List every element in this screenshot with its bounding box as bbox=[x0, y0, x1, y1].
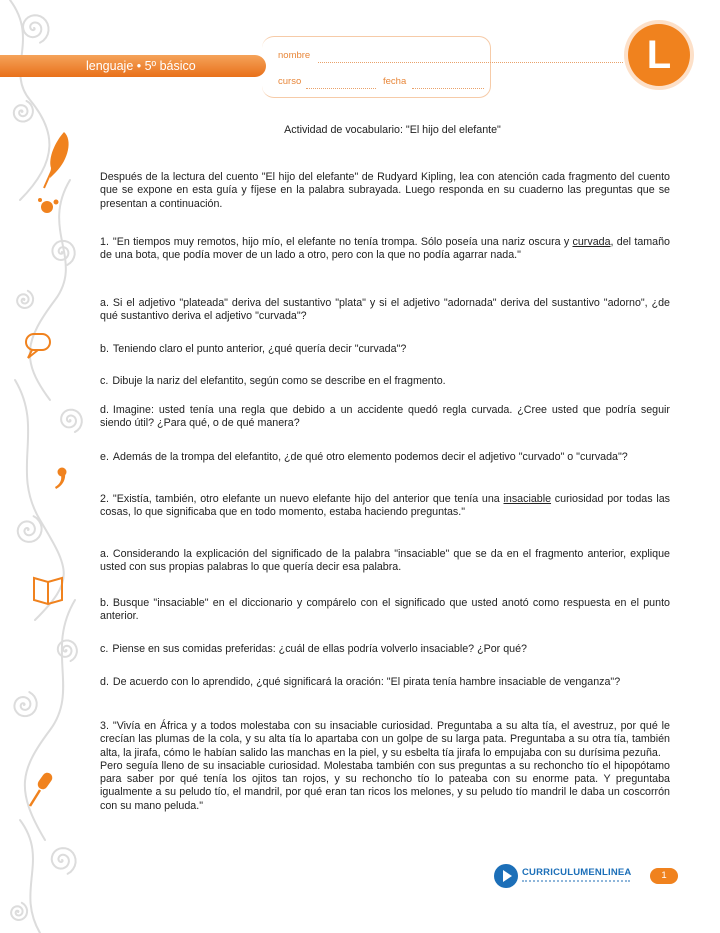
question-2d bbox=[100, 676, 670, 689]
fragment-text: , del tamaño de una bota, que podía mover de un lado a otro, pero con la que no podía agarrar nada." bbox=[100, 236, 670, 262]
question-1c bbox=[100, 375, 670, 388]
question-2c bbox=[100, 643, 670, 656]
ink-drop-icon bbox=[38, 198, 59, 213]
question-label: b. bbox=[100, 343, 109, 355]
fragment-1 bbox=[100, 236, 670, 263]
question-text: Imagine: usted tenía una regla que debido a un accidente quedó regla curvada. ¿Cree usted que podría seguir siendo útil? ¿Para qué, o de qué manera? bbox=[100, 404, 670, 430]
subject-badge: L bbox=[628, 24, 690, 86]
question-text: Considerando la explicación del significado de la palabra "insaciable" que se da en el fragmento anterior, explique usted con sus propias palabras lo que quería decir esa palabra. bbox=[100, 548, 670, 574]
footer-logo-tagline bbox=[522, 880, 630, 882]
question-1b bbox=[100, 343, 670, 356]
question-2a bbox=[100, 548, 670, 575]
decorative-swirl bbox=[15, 380, 64, 620]
fragment-2 bbox=[100, 493, 670, 520]
book-icon bbox=[34, 578, 62, 604]
comma-icon bbox=[55, 468, 67, 490]
name-line bbox=[318, 62, 623, 63]
footer-logo-text: CURRICULUMENLINEA bbox=[522, 867, 632, 878]
fragment-number: 3. bbox=[100, 720, 109, 732]
decorative-spiral bbox=[18, 516, 42, 542]
course-line bbox=[306, 88, 376, 89]
left-decoration bbox=[0, 0, 100, 933]
date-label: fecha bbox=[383, 76, 407, 87]
question-label: b. bbox=[100, 597, 109, 609]
decorative-spiral bbox=[11, 903, 27, 920]
question-2b bbox=[100, 597, 670, 624]
question-text: Busque "insaciable" en el diccionario y compárelo con el significado que usted anotó como respuesta en el punto anterior. bbox=[100, 597, 670, 623]
fragment-text: "Vivía en África y a todos molestaba con su insaciable curiosidad. Preguntaba a su alta tía, el avestruz, por qué le crecían las plumas de la cola, y su alta tía lo apartaba con un golpe de su larga pata. Preguntaba a su otra tía, también alta, la jirafa, cómo le habían salido las manchas en la piel, y su esbelta tía jirafa lo empujaba con su durísima pezuña. bbox=[100, 720, 670, 759]
microphone-icon bbox=[30, 771, 54, 806]
question-1a bbox=[100, 297, 670, 324]
decorative-spiral bbox=[23, 15, 49, 42]
question-label: d. bbox=[100, 676, 109, 688]
question-text: De acuerdo con lo aprendido, ¿qué significará la oración: "El pirata tenía hambre insaciable de venganza"? bbox=[112, 676, 621, 688]
subject-label: lenguaje • 5º básico bbox=[86, 59, 196, 73]
decorative-spiral bbox=[61, 410, 82, 432]
question-label: c. bbox=[100, 375, 109, 387]
question-label: d. bbox=[100, 404, 109, 416]
logo-arrow-icon bbox=[494, 864, 518, 888]
question-label: a. bbox=[100, 297, 109, 309]
question-text: Si el adjetivo "plateada" deriva del sustantivo "plata" y si el adjetivo "adornada" deriva del sustantivo "adorno", ¿de qué sustantivo deriva el adjetivo "curvada"? bbox=[100, 297, 670, 323]
decorative-swirl bbox=[20, 820, 40, 933]
fragment-number: 2. bbox=[100, 493, 109, 505]
fragment-text: "En tiempos muy remotos, hijo mío, el elefante no tenía trompa. Sólo poseía una nariz oscura y bbox=[112, 236, 573, 248]
question-1e bbox=[100, 451, 670, 464]
underlined-word: insaciable bbox=[503, 493, 552, 505]
fragment-paragraph bbox=[100, 720, 670, 760]
decorative-spiral bbox=[52, 848, 76, 874]
question-1d bbox=[100, 404, 670, 431]
question-label: c. bbox=[100, 643, 109, 655]
date-line bbox=[412, 88, 484, 89]
instructions: Después de la lectura del cuento "El hijo del elefante" de Rudyard Kipling, lea con atención cada fragmento del cuento que se expone en esta guía y fíjese en la palabra subrayada. Luego responda en su cuaderno las preguntas que se presentan a continuación. bbox=[100, 171, 670, 210]
question-text: Además de la trompa del elefantito, ¿de qué otro elemento podemos decir el adjetivo "curvado" o "curvada"? bbox=[112, 451, 628, 463]
question-text: Teniendo claro el punto anterior, ¿qué quería decir "curvada"? bbox=[112, 343, 407, 355]
course-label: curso bbox=[278, 76, 302, 87]
fragment-number: 1. bbox=[100, 236, 109, 248]
fragment-text: "Existía, también, otro elefante un nuevo elefante hijo del anterior que tenía una bbox=[112, 493, 504, 505]
name-label: nombre bbox=[278, 50, 311, 61]
decorative-spiral bbox=[14, 101, 33, 122]
subject-band bbox=[0, 55, 266, 77]
question-text: Dibuje la nariz del elefantito, según como se describe en el fragmento. bbox=[112, 375, 446, 387]
page-title: Actividad de vocabulario: "El hijo del elefante" bbox=[284, 124, 501, 136]
underlined-word: curvada bbox=[572, 236, 611, 248]
fragment-paragraph: Pero seguía lleno de su insaciable curiosidad. Molestaba también con sus preguntas a su rechoncho tío el hipopótamo para saber por qué tenía los ojitos tan rojos, y su rechoncho tío lo pateaba con su enorme pata. Y preguntaba igualmente a su peludo tío, el mandril, por qué eran tan ricos los melones, y su peludo tío mandril le daba un coscorrón con su mano peluda." bbox=[100, 759, 670, 812]
decorative-swirl bbox=[10, 0, 49, 200]
question-label: a. bbox=[100, 548, 109, 560]
page-number: 1 bbox=[650, 868, 678, 884]
question-text: Piense en sus comidas preferidas: ¿cuál de ellas podría volverlo insaciable? ¿Por qué? bbox=[112, 643, 527, 655]
decorative-spiral bbox=[17, 291, 33, 308]
decorative-spiral bbox=[58, 641, 77, 662]
fragment-3 bbox=[100, 720, 670, 813]
decorative-swirl bbox=[30, 180, 70, 400]
decorative-spiral bbox=[14, 692, 36, 716]
question-label: e. bbox=[100, 451, 109, 463]
fragment-text: curiosidad por todas las cosas, lo que significaba que en todo momento, estaba haciendo preguntas." bbox=[100, 493, 670, 519]
